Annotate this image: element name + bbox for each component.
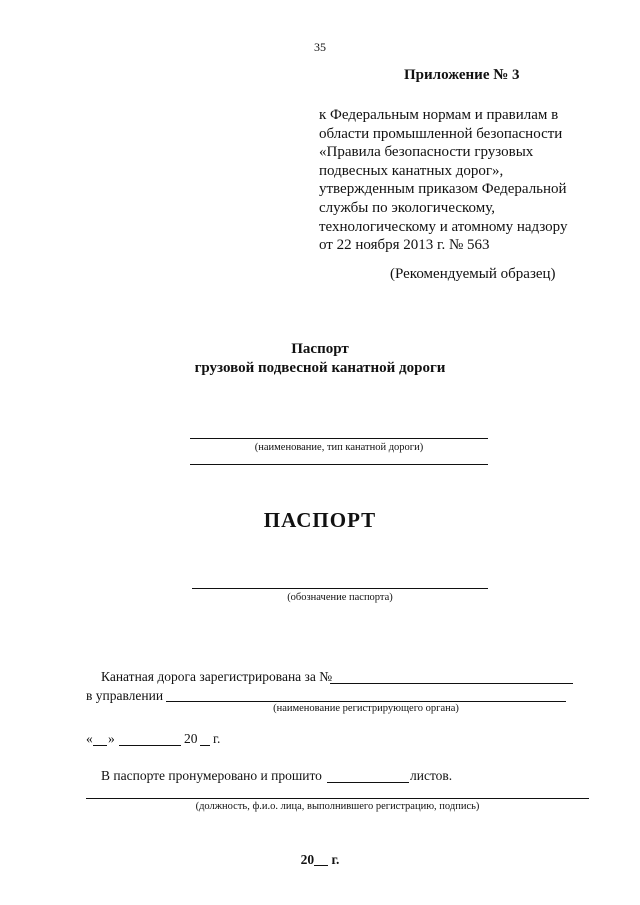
- appendix-title: Приложение № 3: [404, 67, 520, 83]
- name-field-line-2[interactable]: [190, 464, 488, 465]
- date-year-suffix: г.: [213, 731, 221, 746]
- authority-caption: (наименование регистрирующего органа): [273, 703, 459, 714]
- pages-note-suffix: листов.: [410, 768, 453, 783]
- appendix-line: подвесных канатных дорог»,: [319, 162, 504, 179]
- passport-big-title: ПАСПОРТ: [263, 508, 377, 532]
- signature-caption: (должность, ф.и.о. лица, выполнившего регистрацию, подпись): [195, 801, 480, 812]
- appendix-line: утвержденным приказом Федеральной: [319, 181, 567, 198]
- authority-field-line[interactable]: [166, 701, 566, 702]
- footer-year: [0, 852, 640, 868]
- footer-year-line[interactable]: [314, 865, 328, 866]
- date-year-prefix: 20: [184, 731, 198, 746]
- sample-note: (Рекомендуемый образец): [390, 266, 556, 282]
- management-text: в управлении: [86, 688, 164, 703]
- date-month-line[interactable]: [119, 745, 181, 746]
- date-year-line[interactable]: [200, 745, 210, 746]
- passport-heading: [0, 340, 640, 378]
- pages-note-prefix: В паспорте пронумеровано и прошито: [101, 768, 322, 783]
- name-field-line[interactable]: [190, 438, 488, 439]
- appendix-line: технологическому и атомному надзору: [319, 218, 568, 235]
- appendix-line: от 22 ноября 2013 г. № 563: [319, 237, 490, 254]
- appendix-line: службы по экологическому,: [319, 199, 495, 216]
- date-quote-close: »: [108, 731, 115, 746]
- appendix-line: «Правила безопасности грузовых: [319, 144, 534, 161]
- page-number: 35: [314, 40, 326, 54]
- designation-field-line[interactable]: [192, 588, 488, 589]
- footer-year-prefix: 20: [300, 852, 315, 867]
- registration-number-line[interactable]: [330, 683, 573, 684]
- footer-year-suffix: г.: [331, 852, 340, 867]
- registered-text: Канатная дорога зарегистрирована за №: [101, 669, 333, 684]
- pages-count-line[interactable]: [327, 782, 409, 783]
- name-caption: (наименование, тип канатной дороги): [254, 442, 424, 453]
- appendix-line: к Федеральным нормам и правилам в: [319, 107, 559, 123]
- date-quote-open: «: [86, 731, 93, 746]
- signature-line[interactable]: [86, 798, 589, 799]
- passport-heading-line1: Паспорт: [291, 341, 349, 357]
- appendix-description: [319, 106, 619, 255]
- appendix-line: области промышленной безопасности: [319, 125, 563, 142]
- designation-caption: (обозначение паспорта): [287, 592, 393, 603]
- passport-heading-line2: грузовой подвесной канатной дороги: [194, 360, 446, 376]
- date-day-line[interactable]: [93, 745, 107, 746]
